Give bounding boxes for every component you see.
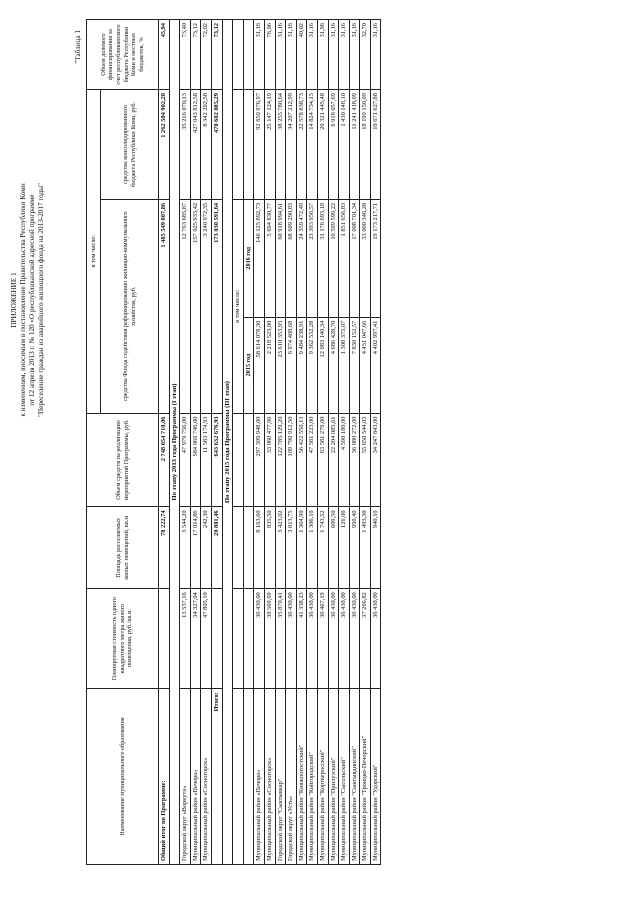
table-row: Муниципальный район «Печора» 36 430,00 8 163,60 297 399 948,00 58 614 078,30 146 125 892,73 92 659 976,97 31,16 [254,20,265,865]
stage-2015-rows [254,20,381,865]
appendix-header [10,40,46,560]
year-2015-header: 2015 год [243,317,254,413]
table-row: Муниципальный район "Удорский" 36 430,00 940,10 34 247 843,00 4 402 997,41 19 173 217,71 10 671 627,88 31,16 [370,20,381,865]
stage-2013-title: По этапу 2013 года Программы (I этап) [169,20,180,865]
col-header-including: в том числе: [87,90,101,413]
col-header-area: Площадь расселяемых жилых помещений, кв.м [87,507,159,589]
col-header-price: Планируемая стоимость одного квадратного метра жилого помещения, руб./кв.м [87,589,159,689]
table-row: Муниципальный район "Койгородский" 36 430,00 1 306,10 47 581 223,00 9 362 532,28 23 393 956,57 14 824 734,15 31,16 [307,20,318,865]
header-line-3: от 12 апреля 2013 г. № 120 «О республиканской адресной программе [28,194,36,406]
col-header-fund: средства Фонда содействия реформированию жилищно-коммунального хозяйства, руб. [101,199,159,413]
program-table [86,19,381,865]
stage-2015-years [243,20,254,865]
stage-2013-rows [180,20,212,865]
table-row: Муниципальный район "Корткеросский" 36 467,19 1 743,52 63 581 279,00 12 083 140,34 31 176 693,18 20 321 445,48 31,96 [317,20,328,865]
stage-2015-subheader: в том числе: [233,20,244,865]
col-header-share: Объем долевого финансирования за счет республиканского бюджета Республики Коми и местных бюджетов, % [87,20,159,90]
header-line-2: к изменениям, вносимым в постановление Правительства Республики Коми [19,183,27,417]
stage-2013-subtotal: Итого: 20 801,46 643 632 676,93 173 030 591,64 470 602 085,29 73,12 [211,20,222,865]
table-row: Муниципальный район «Сосногорск» 47 805,10 242,30 11 583 174,93 3 240 972,35 8 342 202,58 72,02 [201,20,212,865]
table-row: Муниципальный район "Троицко-Печорский" 37 266,82 1 493,30 55 650 544,03 4 451 047,66 33 000 346,28 18 199 150,09 32,70 [360,20,371,865]
table-row: Муниципальный район "Сыктывдинский" 36 430,00 990,40 36 080 272,00 7 830 152,57 17 008 701,34 11 241 418,09 31,16 [349,20,360,865]
col-header-budget: средства консолидированного бюджета Республики Коми, руб. [101,90,159,200]
total-row: Общий итог по Программе: 78 222,74 2 748 054 710,06 1 485 549 807,86 1 262 504 902,20 45,94 [159,20,170,865]
year-2016-header: 2016 год [243,199,254,317]
table-number: "Таблица 1 [74,30,82,64]
table-row: Муниципальный район "Княжпогостский" 41 338,23 1 364,90 56 422 550,13 9 484 238,91 24 359 472,49 22 578 838,73 40,02 [296,20,307,865]
table-row: Городской округ «Воркута» 13 537,16 3 544,20 47 979 756,00 12 763 685,87 35 216 070,13 73,40 [180,20,191,865]
table-row: Муниципальный район "Прилузский" 36 430,00 609,50 22 204 085,61 4 686 428,70 10 599 599,22 6 918 057,69 31,16 [328,20,339,865]
stage-2015-title: По этапу 2015 года Программы (III этап) [222,20,233,865]
table-row: Городской округ "Сыктывкар" 35 870,41 3 423,02 122 785 129,20 23 610 353,95 60 918 994,61 38 255 780,64 31,16 [275,20,286,865]
col-header-name: Наименование муниципального образования [87,689,159,865]
header-line-4: "Переселение граждан из аварийного жилищного фонда на 2013-2017 годы" [37,183,45,417]
table-row: Муниципальный район "Сысольский" 36 430,00 126,00 4 590 180,00 1 308 375,07 1 851 656,83 1 430 148,10 31,16 [339,20,350,865]
table-row: Городской округ «Усть» 36 430,00 3 013,75 109 790 912,50 6 974 408,68 68 609 290,83 34 207 212,99 31,16 [286,20,297,865]
col-header-volume: Объем средств на реализацию мероприятий Программы, руб. [87,413,159,507]
header-line-1: ПРИЛОЖЕНИЕ 1 [10,272,18,328]
table-row: Муниципальный район «Печора» 34 327,04 17 014,86 584 069 746,00 157 025 933,42 427 043 812,58 73,12 [190,20,201,865]
table-row: Муниципальный район «Сосногорск» 39 569,69 835,50 33 060 477,96 2 218 523,00 5 694 830,77 25 147 124,19 76,06 [264,20,275,865]
